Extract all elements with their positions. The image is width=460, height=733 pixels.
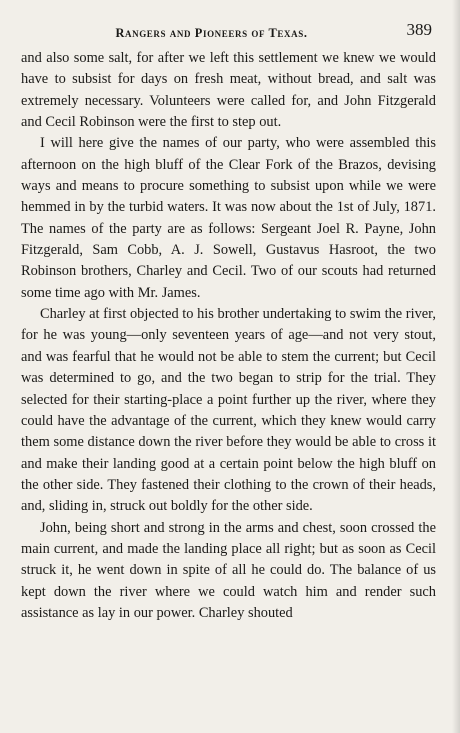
- paragraph-continued: and also some salt, for after we left this settlement we knew we would have to subsist for days on fresh meat, without bread, and salt was extremely necessary. Volunteers were called for, and John Fitzgerald and Cecil Robinson were the first to step out.: [21, 50, 436, 131]
- page-edge-shadow: [452, 0, 460, 733]
- paragraph-party-names: I will here give the names of our party, who were assembled this afternoon on the high bluff of the Clear Fork of the Brazos, devising ways and means to procure something to subsist upon while we were hemmed in by the turbid waters. It was now about the 1st of July, 1871. The names of the party are as follows: Sergeant Joel R. Payne, John Fitzgerald, Sam Cobb, A. J. Sowell, Gustavus Hasroot, the two Robinson brothers, Charley and Cecil. Two of our scouts had returned some time ago with Mr. James.: [21, 135, 436, 301]
- paragraph-crossing: John, being short and strong in the arms and chest, soon crossed the main current, and made the landing place all right; but as soon as Cecil struck it, he went down in spite of all he could do. The balance of us kept down the river where we could watch him and render such assistance as lay in our power. Charley shouted: [21, 519, 436, 621]
- paragraph-swim-attempt: Charley at first objected to his brother undertaking to swim the river, for he was young—only seventeen years of age—and not very stout, and was fearful that he would not be able to stem the current; but Cecil was determined to go, and the two began to strip for the trial. They selected for their starting-place a point further up the river, where they could have the advantage of the current, which they knew would carry them some distance down the river before they would be able to cross it and make their landing good at a certain point below the high bluff on the other side. They fastened their clothing to the crown of their heads, and, sliding in, struck out boldly for the other side.: [21, 306, 436, 515]
- page-header: [21, 18, 436, 48]
- page-body: [21, 48, 436, 624]
- running-head: Rangers and Pioneers of Texas.: [115, 26, 308, 40]
- page-number: 389: [406, 20, 432, 39]
